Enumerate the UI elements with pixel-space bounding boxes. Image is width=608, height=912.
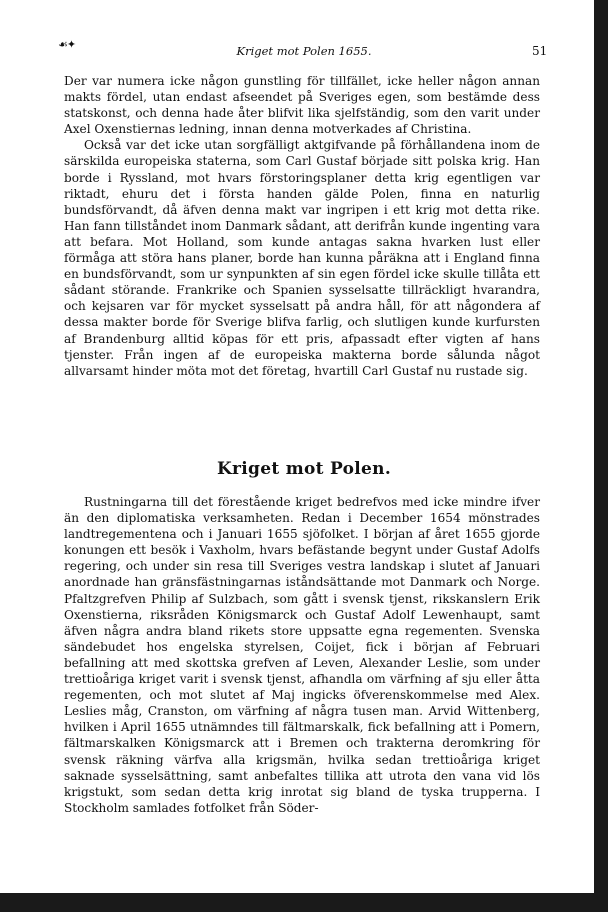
paragraph: Också var det icke utan sorgfälligt aktgifvande på förhållandena inom de särskilda europeiska staterna, som Carl Gustaf började sitt polska krig. Han borde i Ryssland, mot hvars förstoringsplaner detta krig egentligen var riktadt, ehuru det i första handen gälde Polen, finna en naturlig bundsförvandt, då äfven denna makt var ingripen i ett krig mot detta rike. Han fann tillståndet inom Danmark sådant, att derifrån kunde ingenting vara att befara. Mot Holland, som kunde antagas sakna hvarken lust eller förmåga att störa hans planer, borde han kunna påräkna att i England finna en bundsförvandt, som ur synpunkten af sin egen fördel icke skulle tillåta ett sådant störande. Frankrike och Spanien sysselsatte tillräckligt hvarandra, och kejsaren var för mycket sysselsatt på andra håll, för att någondera af dessa makter borde för Sverige blifva farlig, och slutligen kunde kurfursten af Brandenburg alltid köpas för ett pris, afpassadt efter vigten af hans tjenster. Från ingen af de europeiska makterna borde sålunda något allvarsamt hinder möta mot det företag, hvartill Carl Gustaf nu rustade sig. bbox=[64, 138, 540, 378]
ornament-mark: ☙✦ bbox=[58, 38, 76, 51]
running-title: Kriget mot Polen 1655. bbox=[236, 44, 372, 58]
scan-border-bottom bbox=[0, 893, 608, 912]
paragraph: Der var numera icke någon gunstling för tillfället, icke heller någon annan makts fördel, utan endast afseendet på Sveriges egen, som bestämde dess statskonst, och denna hade åter blifvit lika sjelfständig, som den varit under Axel Oxenstiernas ledning, innan denna motverkades af Christina. bbox=[64, 74, 540, 137]
section-heading: Kriget mot Polen. bbox=[216, 459, 392, 479]
body-text-top bbox=[64, 73, 540, 379]
body-text-section bbox=[64, 494, 540, 816]
page-number: 51 bbox=[532, 44, 548, 58]
scan-border-right bbox=[594, 0, 608, 912]
paragraph: Rustningarna till det förestående kriget bedrefvos med icke mindre ifver än den diplomatiska verksamheten. Redan i December 1654 mönstrades landtregementena och i Januari 1655 sjöfolket. I början af året 1655 gjorde konungen ett besök i Vaxholm, hvars befästande begynt under Gustaf Adolfs regering, och under sin resa till Sveriges vestra landskap i slutet af Januari anordnade han gränsfästningarnas iståndsättande mot Danmark och Norge. Pfaltzgrefven Philip af Sulzbach, som gått i svensk tjenst, rikskanslern Erik Oxenstierna, riksråden Königsmarck och Gustaf Adolf Lewenhaupt, samt äfven några andra bland rikets store uppsatte egna regementen. Svenska sändebudet hos engelska styrelsen, Coijet, fick i början af Februari befallning att med skottska grefven af Leven, Alexander Leslie, som under trettioåriga kriget varit i svensk tjenst, afhandla om värfning af sju eller åtta regementen, och mot slutet af Maj ingicks öfverenskommelse med Alex. Leslies måg, Cranston, om värfning af några tusen man. Arvid Wittenberg, hvilken i April 1655 utnämndes till fältmarskalk, fick befallning att i Pomern, fältmarskalken Königsmarck att i Bremen och trakterna deromkring för svensk räkning värfva alla krigsmän, hvilka sedan trettioåriga kriget saknade sysselsättning, samt anbefaltes tillika att utrota den vana vid lös krigstukt, som sedan detta krig inrotat sig bland de tyska trupperna. I Stockholm samlades fotfolket från Söder- bbox=[64, 495, 540, 815]
